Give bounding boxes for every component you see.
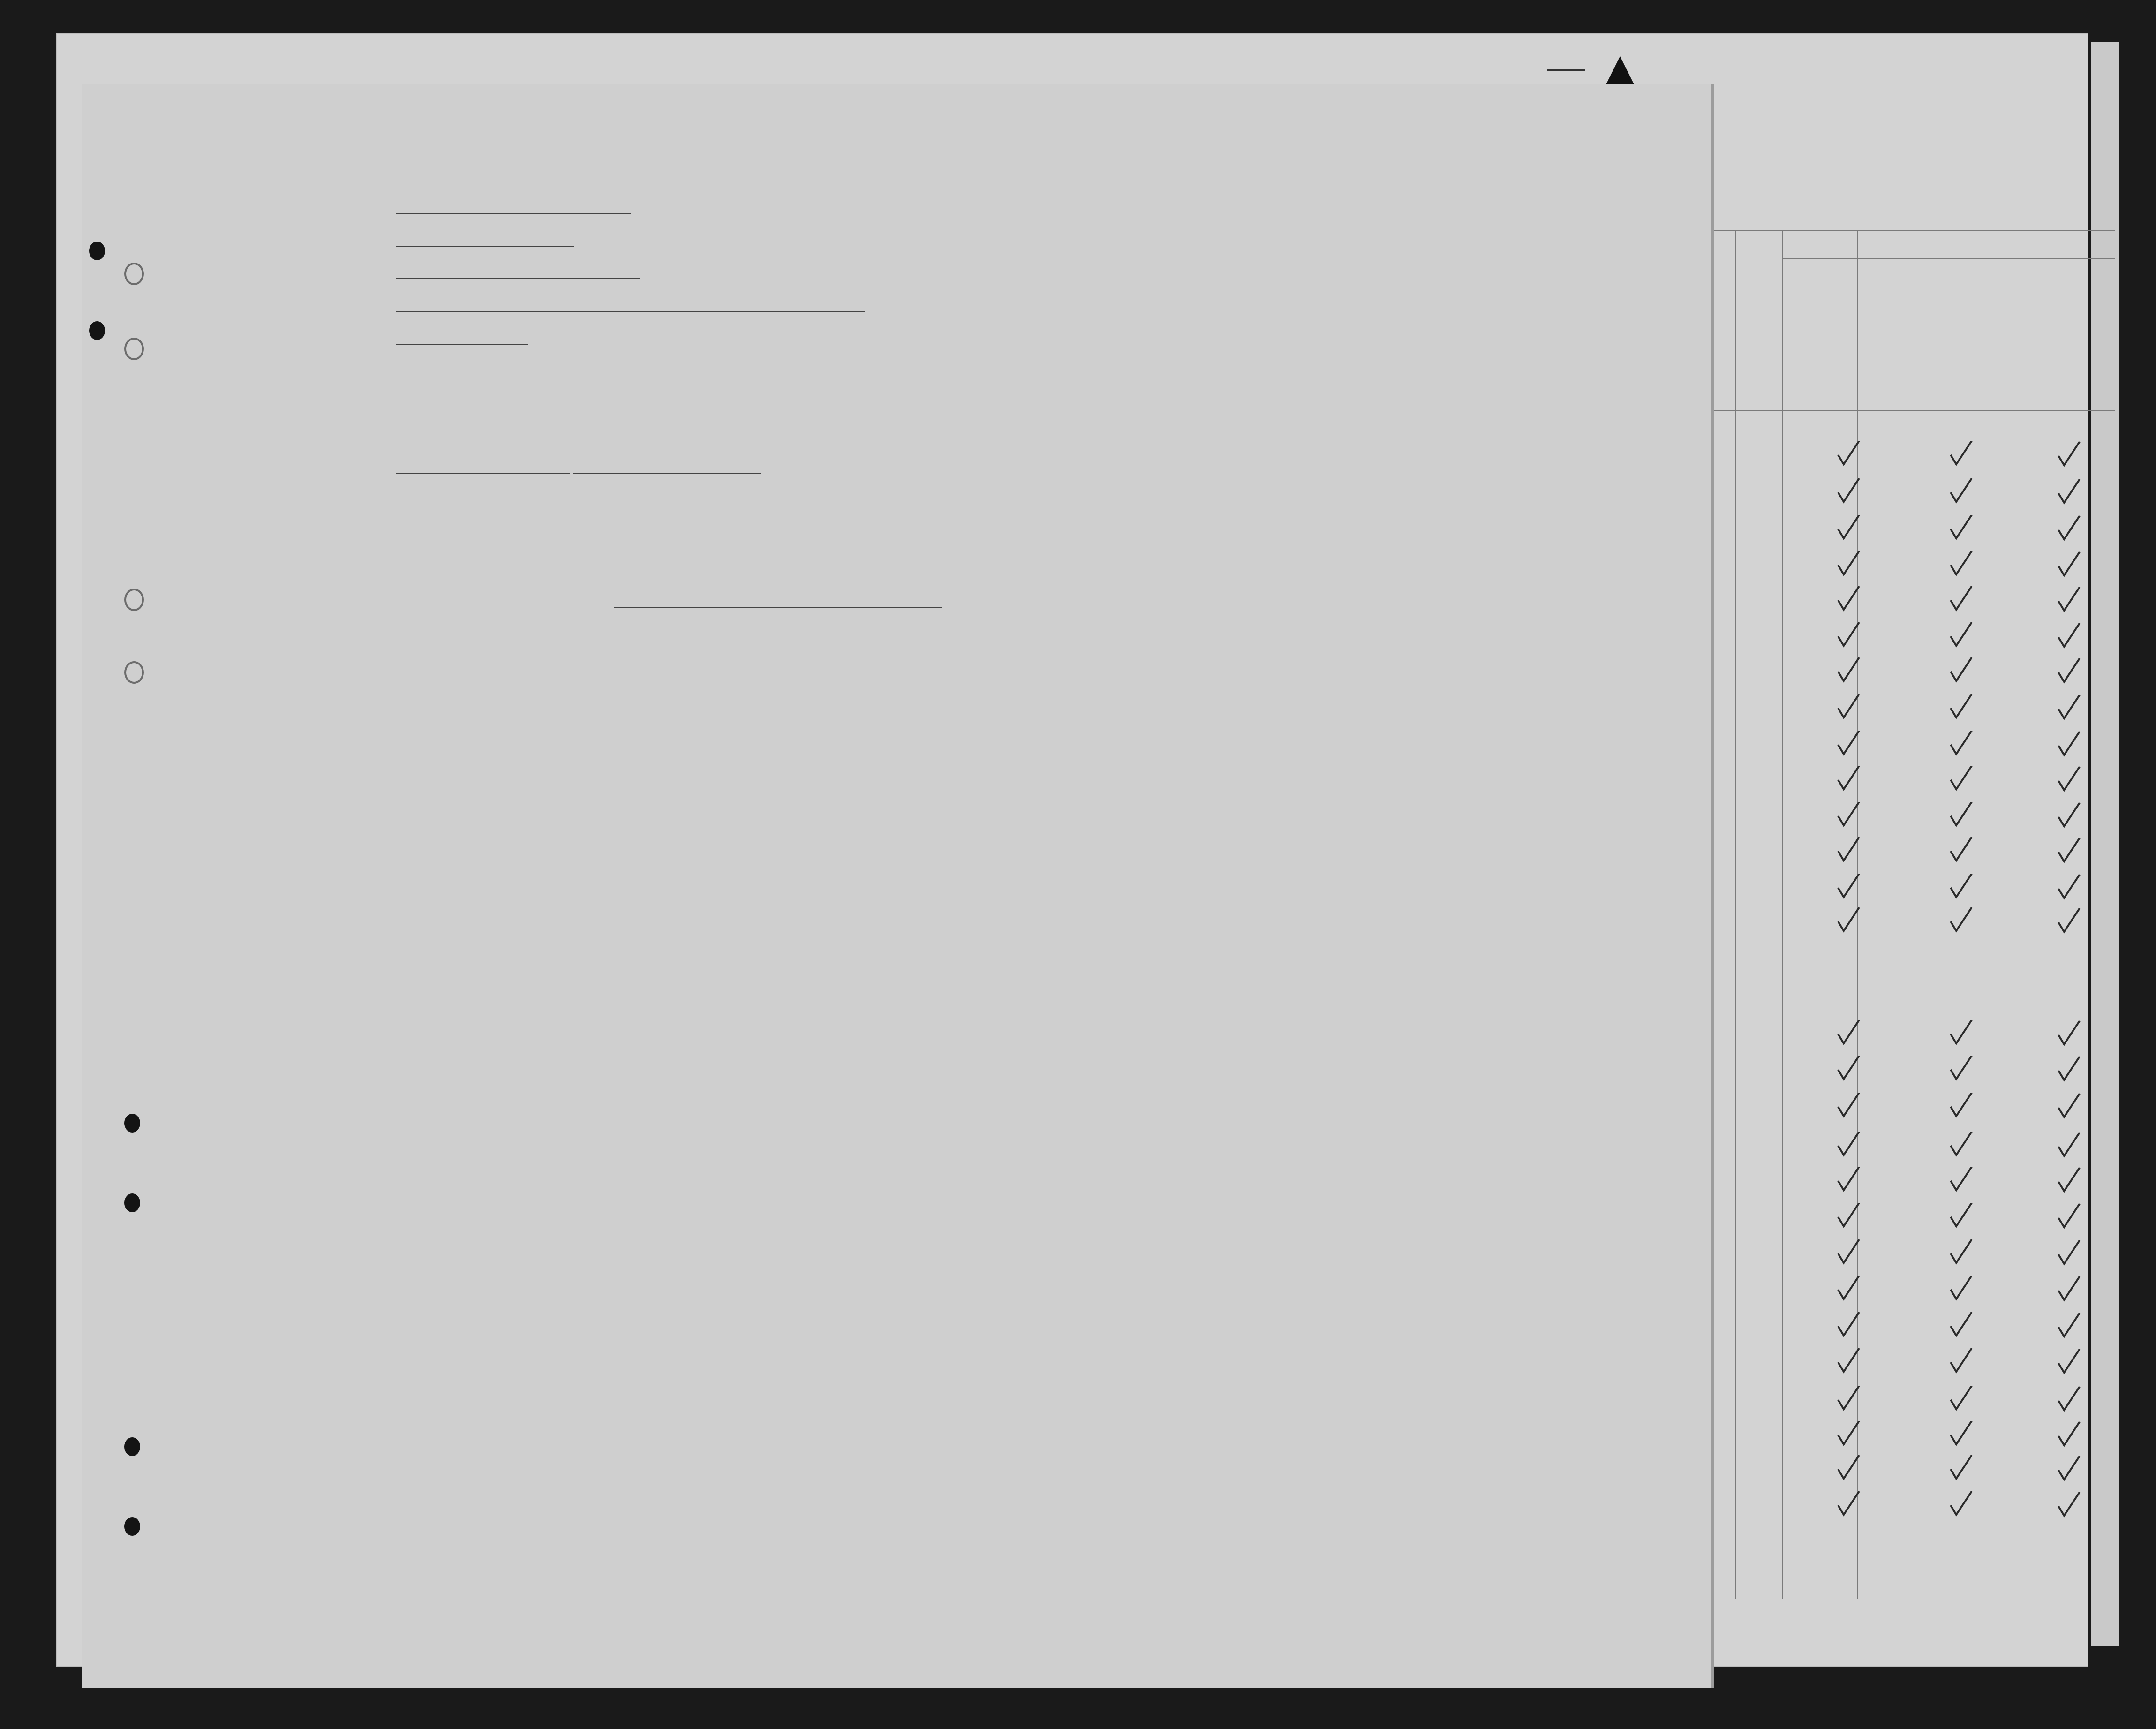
affidavit-line-5 <box>396 333 528 348</box>
check-mark-icon <box>1711 1421 2115 1449</box>
check-mark-icon <box>1711 478 2115 506</box>
visa-table <box>1711 230 2115 1599</box>
surgeon-name <box>396 213 631 214</box>
check-mark-icon <box>1711 731 2115 759</box>
race-item <box>713 1497 867 1522</box>
race-item <box>713 1299 867 1323</box>
race-item <box>546 1348 701 1373</box>
punch-hole <box>124 1517 140 1536</box>
table-header-line <box>1711 410 2115 411</box>
punch-hole <box>124 1437 140 1456</box>
check-mark-icon <box>1711 1455 2115 1483</box>
check-mark-icon <box>1711 1276 2115 1304</box>
punch-hole <box>124 338 144 360</box>
race-item <box>546 1274 701 1299</box>
race-item <box>546 1472 701 1497</box>
sworn-date-stamp <box>396 473 570 474</box>
affidavit-line-3 <box>396 267 640 283</box>
races-column-1 <box>546 1199 701 1597</box>
race-item <box>884 1423 1039 1448</box>
check-mark-icon <box>1711 586 2115 614</box>
race-item <box>884 1472 1039 1497</box>
table-top-line <box>1711 230 2115 231</box>
punch-hole <box>89 242 105 260</box>
check-mark-icon <box>1711 515 2115 543</box>
race-item <box>713 1274 867 1299</box>
punch-hole <box>124 263 144 285</box>
race-item <box>546 1547 701 1572</box>
race-item <box>546 1249 701 1274</box>
place-line <box>361 502 577 517</box>
check-mark-icon <box>1711 837 2115 865</box>
race-item <box>884 1373 1039 1398</box>
check-mark-icon <box>1711 802 2115 830</box>
race-item <box>884 1224 1039 1249</box>
punch-hole <box>124 589 144 611</box>
race-item <box>713 1547 867 1572</box>
race-item <box>546 1323 701 1348</box>
race-item <box>713 1348 867 1373</box>
race-item <box>713 1398 867 1423</box>
sheets-count <box>396 344 528 345</box>
check-mark-icon <box>1711 983 2115 1012</box>
race-item <box>713 1572 867 1597</box>
check-mark-icon <box>1711 1312 2115 1340</box>
race-item <box>713 1472 867 1497</box>
check-mark-icon <box>1711 766 2115 794</box>
race-item <box>884 1547 1039 1572</box>
race-item <box>546 1398 701 1423</box>
race-item <box>884 1448 1039 1472</box>
blank-line <box>573 473 761 474</box>
race-item <box>884 1522 1039 1547</box>
race-item <box>546 1373 701 1398</box>
authority-line-1 <box>396 278 640 279</box>
check-mark-icon <box>1711 1132 2115 1160</box>
check-mark-icon <box>1711 1386 2115 1414</box>
races-column-2 <box>713 1199 867 1597</box>
race-item <box>713 1448 867 1472</box>
affidavit-line-2 <box>396 234 574 250</box>
check-mark-icon <box>1711 947 2115 975</box>
race-item <box>884 1497 1039 1522</box>
authority-line-2 <box>396 311 865 312</box>
punch-hole <box>124 661 144 684</box>
affidavit-line-4 <box>396 300 865 316</box>
list-underline <box>1547 69 1585 71</box>
race-item <box>546 1299 701 1323</box>
punch-hole <box>124 1114 140 1133</box>
years-experience <box>396 246 574 247</box>
race-item <box>884 1323 1039 1348</box>
race-item <box>884 1249 1039 1274</box>
race-item <box>546 1423 701 1448</box>
race-item <box>713 1249 867 1274</box>
sworn-line <box>396 462 761 477</box>
check-mark-icon <box>1711 1239 2115 1268</box>
check-mark-icon <box>1711 874 2115 902</box>
check-mark-icon <box>1711 907 2115 936</box>
races-column-3 <box>884 1199 1043 1572</box>
race-item <box>546 1572 701 1597</box>
check-mark-icon <box>1711 694 2115 722</box>
check-mark-icon <box>1711 1056 2115 1084</box>
race-item <box>884 1398 1039 1423</box>
race-item <box>713 1323 867 1348</box>
race-item <box>546 1522 701 1547</box>
check-mark-icon <box>1711 1491 2115 1519</box>
race-item <box>713 1199 867 1224</box>
check-mark-icon <box>1711 1203 2115 1231</box>
affidavit-line-1 <box>396 202 631 218</box>
race-item <box>546 1497 701 1522</box>
race-item <box>884 1348 1039 1373</box>
race-item <box>546 1224 701 1249</box>
check-mark-icon <box>1711 1020 2115 1048</box>
race-item <box>884 1199 1039 1224</box>
punch-hole <box>124 1193 140 1212</box>
punch-hole <box>89 321 105 340</box>
table-subheader-line <box>1782 258 2115 259</box>
check-mark-icon <box>1711 1093 2115 1121</box>
race-item <box>713 1423 867 1448</box>
race-item <box>884 1274 1039 1323</box>
officer-signature-line <box>614 607 942 608</box>
check-mark-icon <box>1711 622 2115 650</box>
check-mark-icon <box>1711 1167 2115 1195</box>
race-item <box>546 1199 701 1224</box>
check-mark-icon <box>1711 551 2115 579</box>
race-item <box>546 1448 701 1472</box>
check-mark-icon <box>1711 1348 2115 1376</box>
race-item <box>713 1522 867 1547</box>
race-item <box>713 1373 867 1398</box>
race-item <box>713 1224 867 1249</box>
check-mark-icon <box>1711 441 2115 469</box>
check-mark-icon <box>1711 657 2115 686</box>
